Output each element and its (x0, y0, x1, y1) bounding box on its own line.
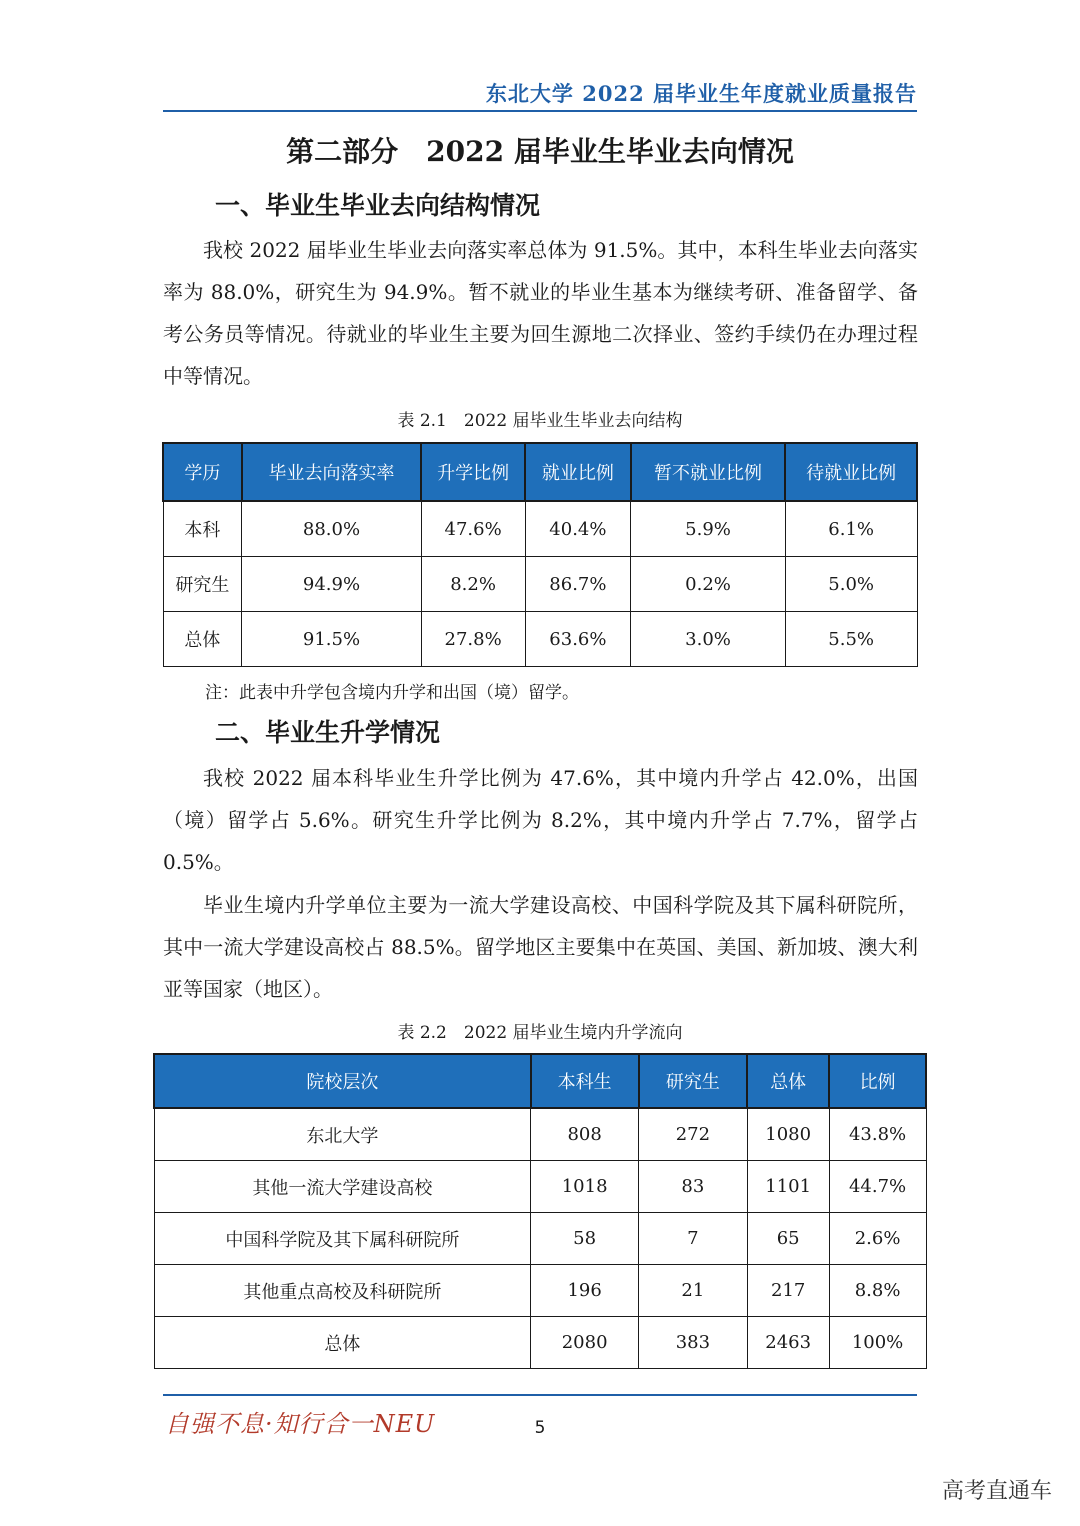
table-cell: 8.8% (829, 1265, 926, 1317)
graduation-destination-table (162, 442, 918, 667)
domestic-further-study-table (153, 1053, 927, 1369)
university-motto-logo: 自强不息·知行合一NEU (165, 1410, 436, 1438)
table-cell: 5.5% (785, 612, 917, 667)
table-1-caption: 表 2.1 2022 届毕业生毕业去向结构 (397, 411, 683, 431)
table-row (163, 557, 917, 612)
table-cell: 1018 (531, 1161, 639, 1213)
table-cell: 总体 (154, 1317, 531, 1369)
part-title: 第二部分 2022 届毕业生毕业去向情况 (286, 135, 794, 168)
column-header: 升学比例 (421, 443, 525, 501)
table-row (154, 1213, 926, 1265)
table-cell: 2463 (747, 1317, 829, 1369)
table-cell: 217 (747, 1265, 829, 1317)
table-cell: 91.5% (242, 612, 421, 667)
column-header: 学历 (163, 443, 242, 501)
table-cell: 5.0% (785, 557, 917, 612)
table-cell: 其他重点高校及科研院所 (154, 1265, 531, 1317)
column-header: 研究生 (639, 1054, 748, 1108)
table-cell: 中国科学院及其下属科研院所 (154, 1213, 531, 1265)
source-watermark: 高考直通车 (941, 1479, 1052, 1504)
column-header: 暂不就业比例 (631, 443, 786, 501)
table-row (163, 612, 917, 667)
table-cell: 2.6% (829, 1213, 926, 1265)
column-header: 本科生 (531, 1054, 639, 1108)
table-cell: 1101 (747, 1161, 829, 1213)
column-header: 待就业比例 (785, 443, 917, 501)
section-2-title: 二、毕业生升学情况 (215, 718, 441, 747)
table-header-row (154, 1054, 926, 1108)
column-header: 总体 (747, 1054, 829, 1108)
header-divider (163, 110, 917, 112)
table-cell: 总体 (163, 612, 242, 667)
table-cell: 43.8% (829, 1108, 926, 1161)
table-cell: 86.7% (525, 557, 631, 612)
table-cell: 63.6% (525, 612, 631, 667)
section-1-title: 一、毕业生毕业去向结构情况 (215, 191, 541, 220)
column-header: 就业比例 (525, 443, 631, 501)
table-cell: 本科 (163, 501, 242, 557)
table-header-row (163, 443, 917, 501)
section-2-paragraph-2: 毕业生境内升学单位主要为一流大学建设高校、中国科学院及其下属科研院所，其中一流大学建设高校占 88.5%。留学地区主要集中在英国、美国、新加坡、澳大利亚等国家（地区）。 (163, 893, 918, 1001)
table-cell: 8.2% (421, 557, 525, 612)
column-header: 比例 (829, 1054, 926, 1108)
table-cell: 58 (531, 1213, 639, 1265)
column-header: 院校层次 (154, 1054, 531, 1108)
table-cell: 其他一流大学建设高校 (154, 1161, 531, 1213)
table-cell: 1080 (747, 1108, 829, 1161)
table-cell: 2080 (531, 1317, 639, 1369)
table-1-note: 注：此表中升学包含境内升学和出国（境）留学。 (205, 683, 579, 703)
report-header-title: 东北大学 2022 届毕业生年度就业质量报告 (485, 81, 917, 106)
table-2-caption: 表 2.2 2022 届毕业生境内升学流向 (397, 1023, 683, 1043)
table-cell: 83 (639, 1161, 748, 1213)
table-cell: 383 (639, 1317, 748, 1369)
table-cell: 21 (639, 1265, 748, 1317)
table-cell: 44.7% (829, 1161, 926, 1213)
table-cell: 47.6% (421, 501, 525, 557)
column-header: 毕业去向落实率 (242, 443, 421, 501)
table-cell: 6.1% (785, 501, 917, 557)
table-cell: 88.0% (242, 501, 421, 557)
section-2-paragraph-1: 我校 2022 届本科毕业生升学比例为 47.6%，其中境内升学占 42.0%，出国（境）留学占 5.6%。研究生升学比例为 8.2%，其中境内升学占 7.7%，留学占 0.5%。 (163, 766, 918, 874)
table-row (154, 1161, 926, 1213)
section-1-paragraph: 我校 2022 届毕业生毕业去向落实率总体为 91.5%。其中，本科生毕业去向落实率为 88.0%，研究生为 94.9%。暂不就业的毕业生基本为继续考研、准备留学、备考公务员等情况。待就业的毕业生主要为回生源地二次择业、签约手续仍在办理过程中等情况。 (163, 238, 918, 388)
table-cell: 272 (639, 1108, 748, 1161)
table-cell: 65 (747, 1213, 829, 1265)
page-number: 5 (534, 1418, 546, 1438)
table-row (154, 1108, 926, 1161)
table-row (154, 1317, 926, 1369)
footer-divider (163, 1394, 917, 1396)
table-cell: 100% (829, 1317, 926, 1369)
table-cell: 5.9% (631, 501, 786, 557)
table-row (163, 501, 917, 557)
table-cell: 3.0% (631, 612, 786, 667)
table-cell: 研究生 (163, 557, 242, 612)
table-cell: 0.2% (631, 557, 786, 612)
table-cell: 7 (639, 1213, 748, 1265)
table-cell: 27.8% (421, 612, 525, 667)
table-row (154, 1265, 926, 1317)
table-cell: 94.9% (242, 557, 421, 612)
table-cell: 东北大学 (154, 1108, 531, 1161)
table-cell: 808 (531, 1108, 639, 1161)
table-cell: 196 (531, 1265, 639, 1317)
table-cell: 40.4% (525, 501, 631, 557)
